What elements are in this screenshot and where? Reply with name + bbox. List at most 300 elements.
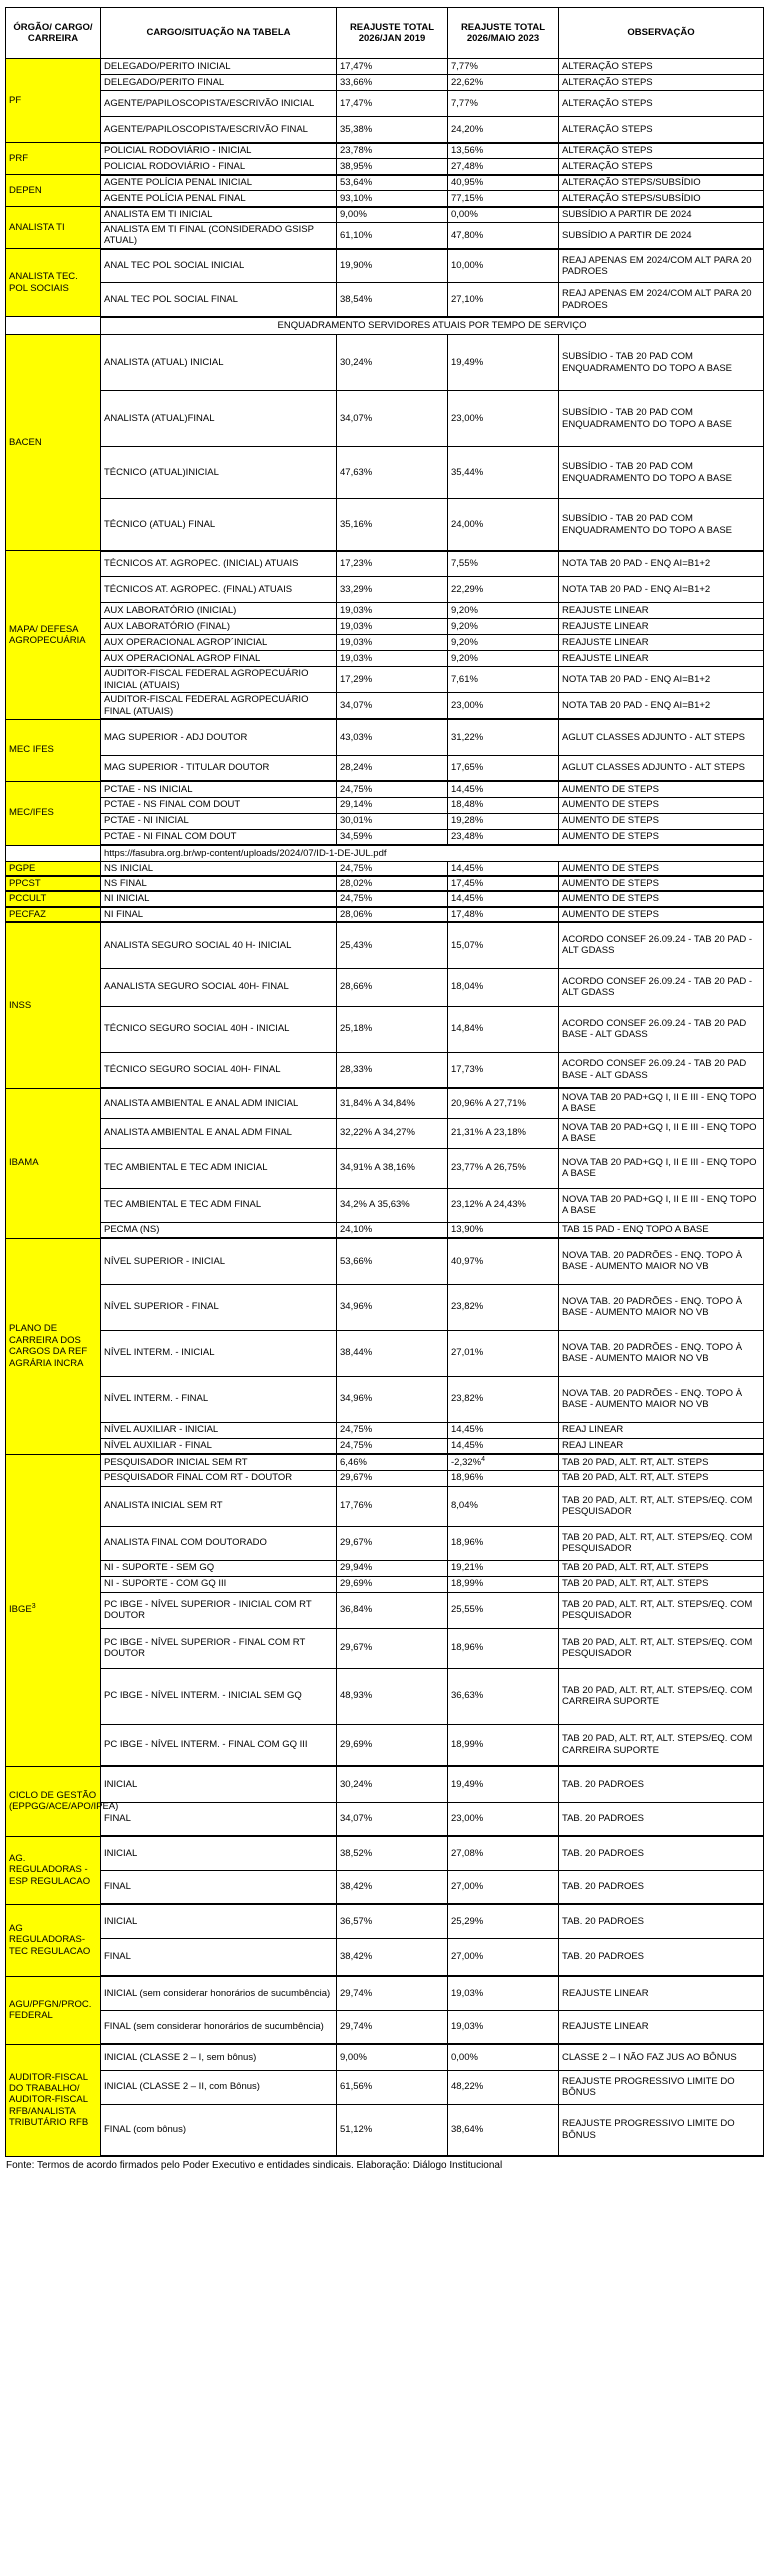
table-row (6, 1592, 764, 1628)
org-cell (6, 719, 101, 781)
reajuste-2023-value: 21,31% A 23,18% (451, 1127, 527, 1139)
reajuste-2019-cell: 19,03% (337, 619, 448, 635)
table-row (6, 191, 764, 207)
reajuste-2023-value: 24,00% (451, 518, 484, 530)
org-label: MEC IFES (9, 744, 54, 756)
cargo-cell: AUX OPERACIONAL AGROP FINAL (101, 651, 337, 667)
table-row (6, 2104, 764, 2156)
org-label: PECFAZ (9, 908, 46, 920)
observacao-cell: TAB 20 PAD, ALT. RT, ALT. STEPS/EQ. COM PESQUISADOR (559, 1628, 764, 1668)
reajuste-2023-value: 10,00% (451, 260, 484, 272)
org-cell (6, 2044, 101, 2156)
cargo-cell: ANALISTA EM TI FINAL (CONSIDERADO GSISP ATUAL) (101, 223, 337, 249)
org-cell (6, 861, 101, 876)
reajuste-2019-cell: 33,29% (337, 577, 448, 603)
reajuste-2023-cell (448, 143, 559, 159)
footnote-mark: 4 (481, 1455, 486, 1463)
reajuste-2023-value: 22,62% (451, 76, 484, 88)
table-row (6, 1486, 764, 1526)
reajuste-2023-cell (448, 922, 559, 968)
header-org: ÓRGÃO/ CARGO/ CARREIRA (6, 8, 101, 59)
reajuste-2019-cell: 48,93% (337, 1668, 448, 1724)
cargo-cell: NÍVEL INTERM. - INICIAL (101, 1330, 337, 1376)
table-row (6, 1376, 764, 1422)
reajuste-2019-cell: 38,95% (337, 159, 448, 175)
reajuste-2023-value: 23,48% (451, 831, 484, 843)
observacao-cell: TAB 20 PAD, ALT. RT, ALT. STEPS (559, 1576, 764, 1592)
observacao-cell: TAB 20 PAD, ALT. RT, ALT. STEPS (559, 1470, 764, 1486)
table-row (6, 91, 764, 117)
cargo-cell: MAG SUPERIOR - ADJ DOUTOR (101, 719, 337, 755)
table-row (6, 335, 764, 391)
table-row (6, 635, 764, 651)
reajuste-2023-value: -2,32% (451, 1456, 482, 1468)
table-row (6, 499, 764, 551)
table-row (6, 755, 764, 781)
table-row (6, 861, 764, 876)
reajuste-2019-cell: 19,03% (337, 635, 448, 651)
reajuste-2023-cell (448, 907, 559, 922)
org-cell (6, 551, 101, 719)
reajuste-2023-cell (448, 619, 559, 635)
cargo-cell: PECMA (NS) (101, 1222, 337, 1238)
observacao-cell: TAB 20 PAD, ALT. RT, ALT. STEPS/EQ. COM CARREIRA SUPORTE (559, 1724, 764, 1766)
reajuste-2019-cell: 29,74% (337, 1976, 448, 2010)
reajuste-2023-cell (448, 1766, 559, 1802)
reajuste-2023-value: 18,96% (451, 1642, 484, 1654)
table-row (6, 1976, 764, 2010)
table-row (6, 1454, 764, 1470)
reajuste-2023-cell (448, 59, 559, 75)
observacao-cell: ALTERAÇÃO STEPS (559, 159, 764, 175)
table-row (6, 1284, 764, 1330)
cargo-cell: PCTAE - NS INICIAL (101, 781, 337, 797)
org-label: CICLO DE GESTÃO (EPPGG/ACE/APO/IPEA) (9, 1789, 119, 1813)
reajuste-2023-value: 18,99% (451, 1578, 484, 1590)
cargo-cell: ANALISTA FINAL COM DOUTORADO (101, 1526, 337, 1560)
observacao-cell: AGLUT CLASSES ADJUNTO - ALT STEPS (559, 719, 764, 755)
reajuste-2019-cell: 38,42% (337, 1938, 448, 1976)
table-row (6, 797, 764, 813)
observacao-cell: TAB. 20 PADROES (559, 1870, 764, 1904)
observacao-cell: ACORDO CONSEF 26.09.24 - TAB 20 PAD BASE - ALT GDASS (559, 1052, 764, 1088)
table-row (6, 829, 764, 845)
cargo-cell: NI FINAL (101, 907, 337, 922)
reajuste-2019-cell: 29,67% (337, 1526, 448, 1560)
reajuste-2019-cell: 29,69% (337, 1724, 448, 1766)
org-label: AUDITOR-FISCAL DO TRABALHO/ AUDITOR-FISCAL RFB/ANALISTA TRIBUTÁRIO RFB (9, 2071, 89, 2129)
section-title-row (6, 317, 764, 335)
reajuste-2023-cell (448, 1422, 559, 1438)
observacao-cell: TAB 20 PAD, ALT. RT, ALT. STEPS (559, 1560, 764, 1576)
cargo-cell: TEC AMBIENTAL E TEC ADM FINAL (101, 1188, 337, 1222)
org-label: PF (9, 94, 22, 106)
table-row (6, 2044, 764, 2070)
observacao-cell: SUBSÍDIO - TAB 20 PAD COM ENQUADRAMENTO DO TOPO A BASE (559, 499, 764, 551)
org-label: PPCST (9, 877, 41, 889)
source-link-row (6, 845, 764, 861)
reajuste-2023-value: 17,45% (451, 877, 484, 889)
reajuste-2019-cell: 30,24% (337, 335, 448, 391)
reajuste-2023-value: 19,49% (451, 1778, 484, 1790)
observacao-cell: TAB 20 PAD, ALT. RT, ALT. STEPS/EQ. COM PESQUISADOR (559, 1526, 764, 1560)
reajuste-2019-cell: 34,96% (337, 1376, 448, 1422)
reajuste-2019-cell: 24,75% (337, 1438, 448, 1454)
table-row (6, 1836, 764, 1870)
reajuste-2019-cell: 17,23% (337, 551, 448, 577)
observacao-cell: AUMENTO DE STEPS (559, 907, 764, 922)
table-row (6, 1148, 764, 1188)
reajuste-2023-cell (448, 1802, 559, 1836)
cargo-cell: TÉCNICO (ATUAL)INICIAL (101, 447, 337, 499)
reajuste-2023-cell (448, 1052, 559, 1088)
reajuste-2019-cell: 34,96% (337, 1284, 448, 1330)
cargo-cell: NS FINAL (101, 876, 337, 891)
reajuste-2019-cell: 24,75% (337, 1422, 448, 1438)
cargo-cell: ANALISTA AMBIENTAL E ANAL ADM FINAL (101, 1118, 337, 1148)
observacao-cell: ACORDO CONSEF 26.09.24 - TAB 20 PAD - ALT GDASS (559, 922, 764, 968)
cargo-cell: TÉCNICOS AT. AGROPEC. (FINAL) ATUAIS (101, 577, 337, 603)
org-label: MAPA/ DEFESA AGROPECUÁRIA (9, 623, 86, 646)
reajuste-2019-cell: 9,00% (337, 2044, 448, 2070)
reajuste-2023-cell (448, 1148, 559, 1188)
cargo-cell: AGENTE/PAPILOSCOPISTA/ESCRIVÃO INICIAL (101, 91, 337, 117)
reajuste-2023-value: 23,82% (451, 1301, 484, 1313)
cargo-cell: ANALISTA EM TI INICIAL (101, 207, 337, 223)
observacao-cell: TAB. 20 PADROES (559, 1802, 764, 1836)
cargo-cell: PC IBGE - NÍVEL INTERM. - FINAL COM GQ III (101, 1724, 337, 1766)
cargo-cell: PCTAE - NI FINAL COM DOUT (101, 829, 337, 845)
reajuste-2023-value: 27,48% (451, 160, 484, 172)
header-observacao: OBSERVAÇÃO (559, 8, 764, 59)
reajuste-2019-cell: 61,56% (337, 2070, 448, 2104)
observacao-cell: REAJUSTE LINEAR (559, 1976, 764, 2010)
table-row (6, 249, 764, 283)
reajuste-2023-value: 14,45% (451, 1424, 484, 1436)
reajuste-2023-value: 9,20% (451, 637, 478, 649)
reajuste-2023-value: 8,04% (451, 1500, 478, 1512)
org-label: PRF (9, 152, 28, 164)
reajuste-2023-value: 19,03% (451, 2021, 484, 2033)
table-row (6, 551, 764, 577)
source-link[interactable]: https://fasubra.org.br/wp-content/uploads/2024/07/ID-1-DE-JUL.pdf (101, 845, 764, 861)
reajuste-2019-cell: 28,24% (337, 755, 448, 781)
reajuste-2023-cell (448, 781, 559, 797)
reajuste-2023-cell (448, 1118, 559, 1148)
observacao-cell: REAJUSTE LINEAR (559, 619, 764, 635)
reajuste-2019-cell: 38,44% (337, 1330, 448, 1376)
reajuste-2023-value: 9,20% (451, 621, 478, 633)
header-cargo: CARGO/SITUAÇÃO NA TABELA (101, 8, 337, 59)
table-row (6, 1470, 764, 1486)
reajuste-2023-cell (448, 667, 559, 693)
reajuste-2023-value: 19,21% (451, 1562, 484, 1574)
table-row (6, 651, 764, 667)
org-cell (6, 1976, 101, 2044)
reajuste-2023-cell (448, 829, 559, 845)
observacao-cell: NOVA TAB 20 PAD+GQ I, II E III - ENQ TOPO A BASE (559, 1088, 764, 1118)
table-row (6, 1526, 764, 1560)
reajuste-2023-value: 19,03% (451, 1987, 484, 1999)
salary-adjustment-table (5, 7, 764, 2157)
reajuste-2023-cell (448, 1668, 559, 1724)
cargo-cell: ANALISTA AMBIENTAL E ANAL ADM INICIAL (101, 1088, 337, 1118)
observacao-cell: NOTA TAB 20 PAD - ENQ AI=B1+2 (559, 577, 764, 603)
org-label: AG. REGULADORAS - ESP REGULACAO (9, 1853, 91, 1887)
cargo-cell: PESQUISADOR INICIAL SEM RT (101, 1454, 337, 1470)
reajuste-2023-cell (448, 1976, 559, 2010)
cargo-cell: DELEGADO/PERITO FINAL (101, 75, 337, 91)
reajuste-2019-cell: 17,76% (337, 1486, 448, 1526)
reajuste-2023-value: 18,48% (451, 799, 484, 811)
reajuste-2023-cell (448, 159, 559, 175)
org-label: AGU/PFGN/PROC. FEDERAL (9, 1998, 92, 2022)
reajuste-2023-cell (448, 447, 559, 499)
reajuste-2019-cell: 19,90% (337, 249, 448, 283)
reajuste-2023-cell (448, 2070, 559, 2104)
reajuste-2023-value: 20,96% A 27,71% (451, 1097, 527, 1109)
cargo-cell: AUX OPERACIONAL AGROP´INICIAL (101, 635, 337, 651)
reajuste-2023-value: 24,20% (451, 123, 484, 135)
table-row (6, 1668, 764, 1724)
observacao-cell: REAJUSTE LINEAR (559, 2010, 764, 2044)
reajuste-2019-cell: 6,46% (337, 1454, 448, 1470)
reajuste-2023-cell (448, 1284, 559, 1330)
org-cell (6, 1836, 101, 1904)
reajuste-2019-cell: 29,74% (337, 2010, 448, 2044)
reajuste-2023-cell (448, 755, 559, 781)
cargo-cell: POLICIAL RODOVIÁRIO - FINAL (101, 159, 337, 175)
cargo-cell: FINAL (101, 1802, 337, 1836)
cargo-cell: INICIAL (101, 1904, 337, 1938)
reajuste-2023-cell (448, 891, 559, 906)
observacao-cell: ALTERAÇÃO STEPS/SUBSÍDIO (559, 191, 764, 207)
org-label: ANALISTA TI (9, 221, 65, 233)
observacao-cell: AGLUT CLASSES ADJUNTO - ALT STEPS (559, 755, 764, 781)
cargo-cell: INICIAL (CLASSE 2 – II, com Bônus) (101, 2070, 337, 2104)
cargo-cell: AUDITOR-FISCAL FEDERAL AGROPECUÁRIO FINAL (ATUAIS) (101, 693, 337, 719)
reajuste-2023-value: 14,84% (451, 1023, 484, 1035)
reajuste-2019-cell: 17,29% (337, 667, 448, 693)
reajuste-2023-value: 27,10% (451, 293, 484, 305)
table-row (6, 619, 764, 635)
observacao-cell: SUBSÍDIO - TAB 20 PAD COM ENQUADRAMENTO DO TOPO A BASE (559, 391, 764, 447)
reajuste-2023-value: 27,00% (451, 1951, 484, 1963)
cargo-cell: FINAL (sem considerar honorários de sucumbência) (101, 2010, 337, 2044)
table-row (6, 1870, 764, 1904)
cargo-cell: DELEGADO/PERITO INICIAL (101, 59, 337, 75)
reajuste-2019-cell: 34,91% A 38,16% (337, 1148, 448, 1188)
table-row (6, 907, 764, 922)
observacao-cell: SUBSÍDIO - TAB 20 PAD COM ENQUADRAMENTO DO TOPO A BASE (559, 335, 764, 391)
table-row (6, 447, 764, 499)
reajuste-2023-value: 23,77% A 26,75% (451, 1162, 527, 1174)
cargo-cell: INICIAL (101, 1836, 337, 1870)
reajuste-2019-cell: 29,67% (337, 1470, 448, 1486)
table-row (6, 1422, 764, 1438)
cargo-cell: ANAL TEC POL SOCIAL INICIAL (101, 249, 337, 283)
observacao-cell: REAJUSTE LINEAR (559, 635, 764, 651)
reajuste-2023-value: 47,80% (451, 229, 484, 241)
reajuste-2023-cell (448, 283, 559, 317)
observacao-cell: SUBSÍDIO A PARTIR DE 2024 (559, 223, 764, 249)
reajuste-2019-cell: 28,06% (337, 907, 448, 922)
cargo-cell: PC IBGE - NÍVEL SUPERIOR - FINAL COM RT DOUTOR (101, 1628, 337, 1668)
reajuste-2023-cell (448, 1238, 559, 1284)
table-row (6, 719, 764, 755)
reajuste-2019-cell: 34,07% (337, 1802, 448, 1836)
table-row (6, 1118, 764, 1148)
reajuste-2023-value: 18,96% (451, 1537, 484, 1549)
reajuste-2019-cell: 29,69% (337, 1576, 448, 1592)
org-label: PCCULT (9, 893, 47, 905)
reajuste-2019-cell: 30,24% (337, 1766, 448, 1802)
cargo-cell: FINAL (com bônus) (101, 2104, 337, 2156)
header-reajuste-2023: REAJUSTE TOTAL 2026/MAIO 2023 (448, 8, 559, 59)
reajuste-2023-cell (448, 876, 559, 891)
reajuste-2019-cell: 24,10% (337, 1222, 448, 1238)
reajuste-2023-value: 23,82% (451, 1393, 484, 1405)
table-row (6, 813, 764, 829)
observacao-cell: ALTERAÇÃO STEPS (559, 59, 764, 75)
reajuste-2023-value: 14,45% (451, 1440, 484, 1452)
reajuste-2023-cell (448, 1470, 559, 1486)
cargo-cell: PCTAE - NS FINAL COM DOUT (101, 797, 337, 813)
observacao-cell: REAJ LINEAR (559, 1438, 764, 1454)
cargo-cell: NÍVEL AUXILIAR - INICIAL (101, 1422, 337, 1438)
reajuste-2023-cell (448, 2010, 559, 2044)
reajuste-2023-value: 48,22% (451, 2081, 484, 2093)
table-row (6, 1938, 764, 1976)
reajuste-2023-cell (448, 1592, 559, 1628)
org-cell (6, 922, 101, 1088)
table-row (6, 2010, 764, 2044)
table-row (6, 781, 764, 797)
reajuste-2019-cell: 38,42% (337, 1870, 448, 1904)
header-reajuste-2019: REAJUSTE TOTAL 2026/JAN 2019 (337, 8, 448, 59)
observacao-cell: TAB. 20 PADROES (559, 1938, 764, 1976)
reajuste-2019-cell: 23,78% (337, 143, 448, 159)
reajuste-2019-cell: 34,07% (337, 693, 448, 719)
reajuste-2023-cell (448, 499, 559, 551)
reajuste-2023-value: 23,00% (451, 1813, 484, 1825)
cargo-cell: TÉCNICO SEGURO SOCIAL 40H - INICIAL (101, 1006, 337, 1052)
reajuste-2023-value: 19,28% (451, 815, 484, 827)
observacao-cell: ACORDO CONSEF 26.09.24 - TAB 20 PAD BASE - ALT GDASS (559, 1006, 764, 1052)
reajuste-2019-cell: 31,84% A 34,84% (337, 1088, 448, 1118)
reajuste-2023-cell (448, 719, 559, 755)
reajuste-2023-cell (448, 1006, 559, 1052)
cargo-cell: TEC AMBIENTAL E TEC ADM INICIAL (101, 1148, 337, 1188)
table-row (6, 1904, 764, 1938)
reajuste-2023-cell (448, 551, 559, 577)
observacao-cell: SUBSÍDIO - TAB 20 PAD COM ENQUADRAMENTO DO TOPO A BASE (559, 447, 764, 499)
org-label: IBAMA (9, 1157, 39, 1169)
table-row (6, 603, 764, 619)
org-cell (6, 876, 101, 891)
cargo-cell: PC IBGE - NÍVEL SUPERIOR - INICIAL COM RT DOUTOR (101, 1592, 337, 1628)
table-row (6, 891, 764, 906)
table-row (6, 922, 764, 968)
table-row (6, 175, 764, 191)
source-note: Fonte: Termos de acordo firmados pelo Poder Executivo e entidades sindicais. Elaboração: Diálogo Institucional (6, 2160, 503, 2172)
cargo-cell: PESQUISADOR FINAL COM RT - DOUTOR (101, 1470, 337, 1486)
reajuste-2023-cell (448, 223, 559, 249)
reajuste-2023-value: 14,45% (451, 862, 484, 874)
observacao-cell: AUMENTO DE STEPS (559, 829, 764, 845)
cargo-cell: NI INICIAL (101, 891, 337, 906)
reajuste-2023-cell (448, 1376, 559, 1422)
observacao-cell: TAB 20 PAD, ALT. RT, ALT. STEPS/EQ. COM CARREIRA SUPORTE (559, 1668, 764, 1724)
cargo-cell: TÉCNICOS AT. AGROPEC. (INICIAL) ATUAIS (101, 551, 337, 577)
reajuste-2023-value: 0,00% (451, 209, 478, 221)
reajuste-2019-cell: 29,67% (337, 1628, 448, 1668)
cargo-cell: MAG SUPERIOR - TITULAR DOUTOR (101, 755, 337, 781)
org-cell (6, 249, 101, 317)
reajuste-2023-cell (448, 91, 559, 117)
org-cell (6, 335, 101, 551)
reajuste-2023-value: 77,15% (451, 192, 484, 204)
reajuste-2023-cell (448, 1628, 559, 1668)
reajuste-2023-value: 7,77% (451, 97, 478, 109)
table-row (6, 143, 764, 159)
table-row (6, 667, 764, 693)
observacao-cell: NOVA TAB 20 PAD+GQ I, II E III - ENQ TOPO A BASE (559, 1118, 764, 1148)
observacao-cell: TAB. 20 PADROES (559, 1836, 764, 1870)
observacao-cell: TAB 15 PAD - ENQ TOPO A BASE (559, 1222, 764, 1238)
cargo-cell: AGENTE POLÍCIA PENAL FINAL (101, 191, 337, 207)
observacao-cell: TAB. 20 PADROES (559, 1904, 764, 1938)
reajuste-2019-cell: 19,03% (337, 651, 448, 667)
cargo-cell: NI - SUPORTE - SEM GQ (101, 1560, 337, 1576)
reajuste-2019-cell: 47,63% (337, 447, 448, 499)
org-cell (6, 1238, 101, 1454)
reajuste-2023-value: 15,07% (451, 939, 484, 951)
reajuste-2019-cell: 24,75% (337, 861, 448, 876)
reajuste-2019-cell: 24,75% (337, 891, 448, 906)
reajuste-2019-cell: 35,16% (337, 499, 448, 551)
org-label: AG REGULADORAS- TEC REGULACAO (9, 1923, 91, 1957)
reajuste-2023-cell (448, 635, 559, 651)
reajuste-2023-value: 13,90% (451, 1224, 484, 1236)
table-row (6, 75, 764, 91)
table-row (6, 1438, 764, 1454)
cargo-cell: ANALISTA INICIAL SEM RT (101, 1486, 337, 1526)
observacao-cell: REAJUSTE LINEAR (559, 651, 764, 667)
reajuste-2023-cell (448, 1438, 559, 1454)
observacao-cell: REAJUSTE PROGRESSIVO LIMITE DO BÔNUS (559, 2104, 764, 2156)
cargo-cell: TÉCNICO (ATUAL) FINAL (101, 499, 337, 551)
observacao-cell: REAJ LINEAR (559, 1422, 764, 1438)
cargo-cell: INICIAL (CLASSE 2 – I, sem bônus) (101, 2044, 337, 2070)
org-cell (6, 1904, 101, 1976)
reajuste-2023-value: 40,97% (451, 1255, 484, 1267)
reajuste-2019-cell: 24,75% (337, 781, 448, 797)
observacao-cell: REAJ APENAS EM 2024/COM ALT PARA 20 PADROES (559, 249, 764, 283)
reajuste-2023-cell (448, 1188, 559, 1222)
reajuste-2023-value: 36,63% (451, 1690, 484, 1702)
reajuste-2023-value: 7,55% (451, 558, 478, 570)
table-row (6, 283, 764, 317)
cargo-cell: PC IBGE - NÍVEL INTERM. - INICIAL SEM GQ (101, 1668, 337, 1724)
reajuste-2023-cell (448, 191, 559, 207)
reajuste-2019-cell: 28,33% (337, 1052, 448, 1088)
reajuste-2023-value: 17,48% (451, 908, 484, 920)
reajuste-2023-cell (448, 1836, 559, 1870)
observacao-cell: AUMENTO DE STEPS (559, 861, 764, 876)
table-row (6, 1628, 764, 1668)
observacao-cell: ALTERAÇÃO STEPS (559, 91, 764, 117)
